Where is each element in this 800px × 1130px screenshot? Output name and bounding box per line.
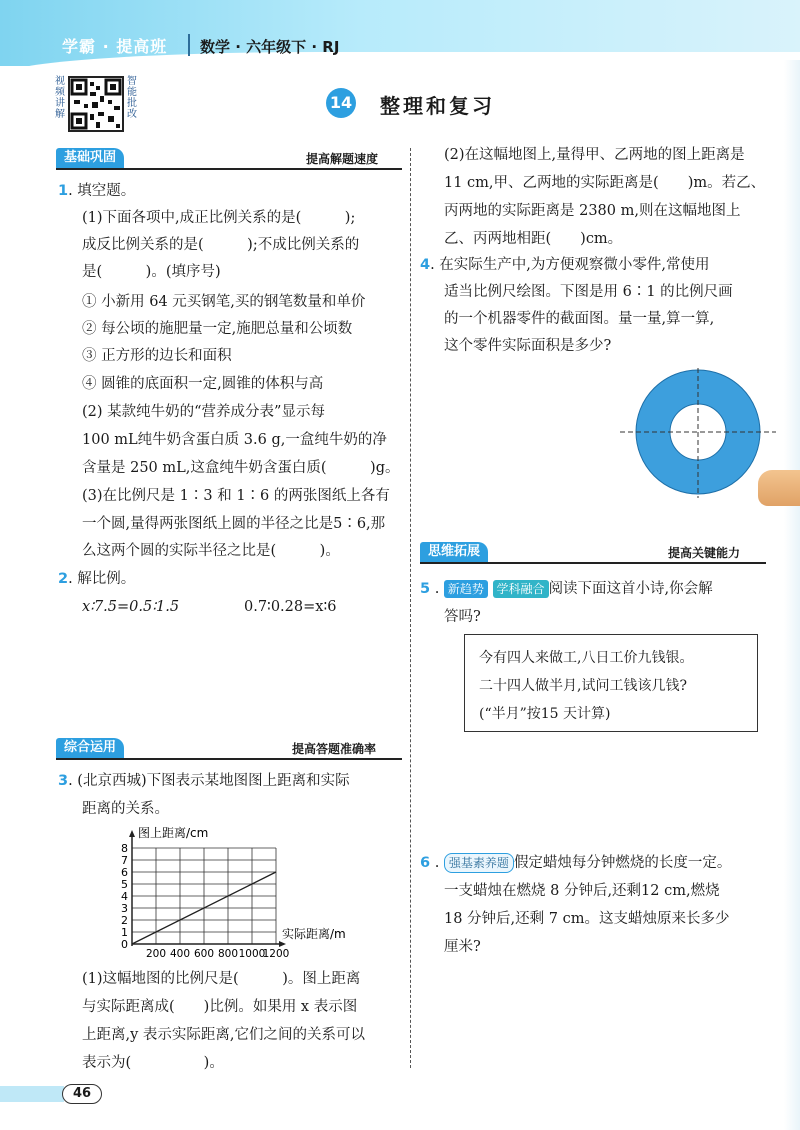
y-axis-arrow-icon — [129, 830, 135, 837]
section-extension-rule — [420, 562, 766, 564]
header-separator — [188, 34, 190, 56]
column-divider — [410, 148, 411, 1068]
y-tick-2: 2 — [121, 914, 128, 927]
q1-line-5: ② 每公顷的施肥量一定,施肥总量和公顷数 — [82, 321, 353, 337]
q3b-line-0: (2)在这幅地图上,量得甲、乙两地的图上距离是 — [444, 147, 745, 163]
page-edge — [784, 60, 800, 1130]
section-basic — [56, 148, 402, 170]
q3-number: 3 — [58, 773, 69, 789]
tag-cross-subject: 学科融合 — [493, 580, 549, 598]
q5-heading: 5 . 新趋势 学科融合 阅读下面这首小诗,你会解 — [420, 581, 713, 597]
q4-line-2: 的一个机器零件的截面图。量一量,算一算, — [444, 311, 715, 327]
lesson-number-badge: 14 — [326, 88, 356, 118]
q3-after-2: 上距离,y 表示实际距离,它们之间的关系可以 — [82, 1027, 366, 1043]
x-tick-1200: 1200 — [262, 948, 290, 960]
x-tick-1000: 1000 — [238, 948, 266, 960]
q3-line-0: . (北京西城)下图表示某地图图上距离和实际 — [68, 773, 350, 789]
q5-line-1: 答吗? — [444, 609, 481, 625]
q2-heading — [58, 566, 135, 593]
q1-line-3: 是( )。(填序号) — [82, 264, 221, 280]
section-extension — [420, 542, 766, 564]
q1-line-2: 成反比例关系的是( );不成比例关系的 — [82, 237, 360, 253]
q2-equation-1: x∶7.5=0.5∶1.5 — [82, 599, 180, 615]
q6-heading: 6 . 强基素养题 假定蜡烛每分钟燃烧的长度一定。 — [420, 855, 732, 871]
subject-label: 数学 · 六年级下 · RJ — [200, 38, 340, 56]
section-basic-tab: 基础巩固 — [56, 148, 124, 168]
q2-number: 2 — [58, 571, 69, 587]
y-tick-1: 1 — [121, 926, 128, 939]
q4-line-0: . 在实际生产中,为方便观察微小零件,常使用 — [430, 257, 710, 273]
poem-line-0: 今有四人来做工,八日工价九钱银。 — [479, 650, 694, 666]
q6-number: 6 — [420, 855, 431, 871]
section-extension-subtitle: 提高关键能力 — [668, 546, 741, 560]
q1-line-13: 么这两个圆的实际半径之比是( )。 — [82, 543, 340, 559]
section-applied-subtitle: 提高答题准确率 — [292, 742, 377, 756]
q1-line-6: ③ 正方形的边长和面积 — [82, 348, 232, 364]
x-tick-600: 600 — [193, 948, 215, 960]
q4-line-1: 适当比例尺绘图。下图是用 6∶1 的比例尺画 — [444, 284, 733, 300]
y-tick-0: 0 — [121, 938, 128, 951]
y-tick-8: 8 — [121, 842, 128, 855]
y-tick-4: 4 — [121, 890, 128, 903]
q3-after-0: (1)这幅地图的比例尺是( )。图上距离 — [82, 971, 361, 987]
x-tick-800: 800 — [217, 948, 239, 960]
x-axis-label: 实际距离/m — [282, 927, 346, 941]
q4-line-3: 这个零件实际面积是多少? — [444, 338, 612, 354]
q1-line-11: (3)在比例尺是 1∶3 和 1∶6 的两张图纸上各有 — [82, 488, 390, 504]
poem-line-1: 二十四人做半月,试问工钱该几钱? — [479, 678, 687, 694]
q6-line-3: 厘米? — [444, 939, 481, 955]
section-extension-tab: 思维拓展 — [420, 542, 488, 562]
q1-heading — [58, 178, 135, 205]
q2-title: . 解比例。 — [68, 571, 136, 587]
section-basic-subtitle: 提高解题速度 — [306, 152, 379, 166]
q3b-line-2: 丙两地的实际距离是 2380 m,则在这幅地图上 — [444, 203, 741, 219]
page-number: 46 — [62, 1084, 102, 1104]
brand-title: 学霸 · 提高班 — [62, 37, 168, 56]
q4-number: 4 — [420, 257, 431, 273]
ring-diagram — [620, 368, 780, 498]
x-tick-labels — [146, 948, 289, 960]
q1-line-12: 一个圆,量得两张图纸上圆的半径之比是5∶6,那 — [82, 516, 386, 532]
qr-left-label: 视频讲解 — [55, 76, 65, 120]
y-tick-labels — [121, 842, 128, 951]
q3-line-1: 距离的关系。 — [82, 801, 169, 817]
q3-after-3: 表示为( )。 — [82, 1055, 224, 1071]
section-applied-rule — [56, 758, 402, 760]
x-axis-arrow-icon — [279, 941, 286, 947]
x-tick-400: 400 — [169, 948, 191, 960]
q1-line-4: ① 小新用 64 元买钢笔,买的钢笔数量和单价 — [82, 294, 366, 310]
page-title: 整理和复习 — [380, 94, 495, 118]
q1-line-10: 含量是 250 mL,这盒纯牛奶含蛋白质( )g。 — [82, 460, 400, 476]
y-tick-6: 6 — [121, 866, 128, 879]
q3b-line-1: 11 cm,甲、乙两地的实际距离是( )m。若乙、 — [444, 175, 766, 191]
section-applied-tab: 综合运用 — [56, 738, 124, 758]
q2-equation-2: 0.7∶0.28=x∶6 — [244, 599, 337, 615]
poem-line-2: (“半月”按15 天计算) — [479, 706, 611, 722]
qr-code-icon[interactable] — [68, 76, 124, 132]
y-tick-5: 5 — [121, 878, 128, 891]
q3-heading — [58, 768, 350, 795]
q1-line-8: (2) 某款纯牛奶的“营养成分表”显示每 — [82, 404, 325, 420]
q6-line-1: 一支蜡烛在燃烧 8 分钟后,还剩12 cm,燃烧 — [444, 883, 720, 899]
chart-grid — [132, 848, 276, 944]
q1-line-7: ④ 圆锥的底面积一定,圆锥的体积与高 — [82, 376, 324, 392]
q5-number: 5 — [420, 581, 431, 597]
q1-line-9: 100 mL纯牛奶含蛋白质 3.6 g,一盒纯牛奶的净 — [82, 432, 387, 448]
qr-right-label: 智能批改 — [127, 76, 137, 120]
section-applied — [56, 738, 402, 760]
y-tick-3: 3 — [121, 902, 128, 915]
q1-number: 1 — [58, 183, 69, 199]
q4-heading — [420, 252, 710, 279]
distance-chart — [112, 822, 372, 960]
y-axis-label: 图上距离/cm — [138, 826, 209, 840]
q1-line-0: . 填空题。 — [68, 183, 136, 199]
page-number-bar — [0, 1086, 64, 1102]
q3b-line-3: 乙、丙两地相距( )cm。 — [444, 231, 623, 247]
x-tick-200: 200 — [145, 948, 167, 960]
poem-box — [464, 634, 758, 732]
q6-line-0: 假定蜡烛每分钟燃烧的长度一定。 — [513, 855, 732, 871]
tag-new-trend: 新趋势 — [444, 580, 488, 598]
y-tick-7: 7 — [121, 854, 128, 867]
tag-strong-foundation: 强基素养题 — [444, 853, 514, 873]
section-basic-rule — [56, 168, 402, 170]
q6-line-2: 18 分钟后,还剩 7 cm。这支蜡烛原来长多少 — [444, 911, 730, 927]
q3-after-1: 与实际距离成( )比例。如果用 x 表示图 — [82, 999, 358, 1015]
q5-line-0: 阅读下面这首小诗,你会解 — [548, 581, 713, 597]
q1-line-1: (1)下面各项中,成正比例关系的是( ); — [82, 210, 356, 226]
